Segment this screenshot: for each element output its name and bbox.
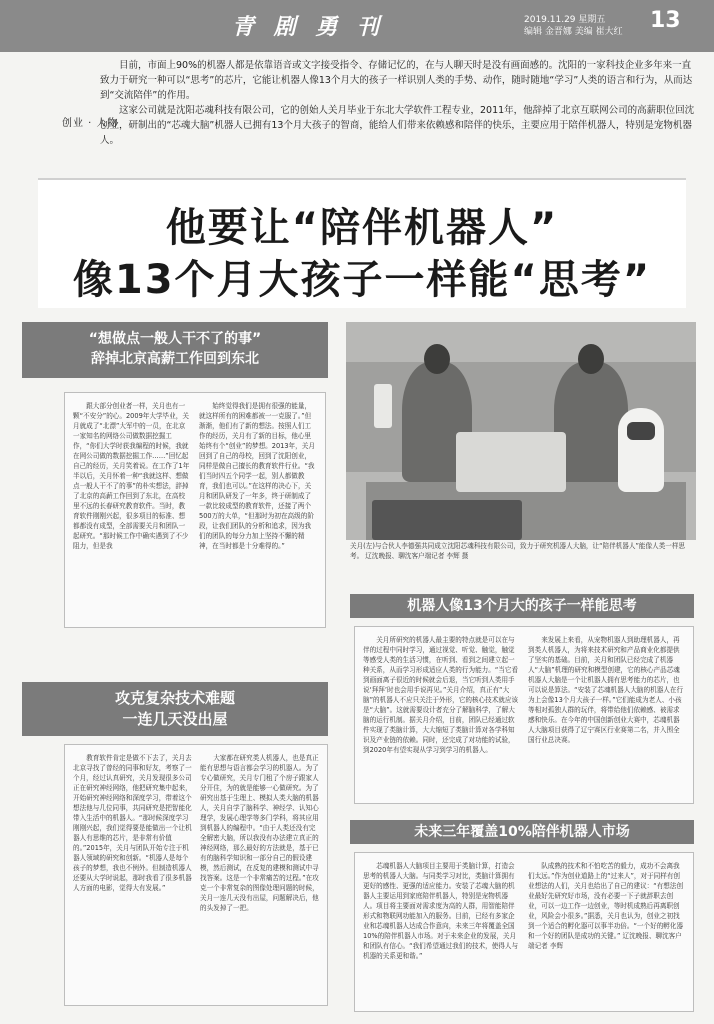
body-column: 队成熟的技术和不怕吃苦的毅力，成功不会离我们太远。”作为创业道路上的“过来人”，对于同样有创业想法的人们，关月也给出了自己的建议：“有想法创业最好先研究好市场，没有必要一下子就辞职去创业，可以一边工作一边创业，等时机成熟后再离职创业，风险会小很多。”据悉，关月也认为，创业之初找到一个适合的孵化器可以事半功倍。“一个好的孵化器和一个好的团队是成功的关键。” 辽沈晚报、聊沈客户端记者 李辉 <box>528 862 684 950</box>
issue-meta <box>524 14 644 38</box>
section-4-body <box>354 852 694 1012</box>
page-number: 13 <box>650 8 681 33</box>
section-4-title: 未来三年覆盖10%陪伴机器人市场 <box>414 824 630 840</box>
section-1-title-1: “想做点一般人干不了的事” <box>88 331 262 347</box>
section-3-banner <box>350 594 694 618</box>
newspaper-brand: 青 剧 勇 刊 <box>232 14 385 40</box>
section-3-body <box>354 626 694 804</box>
robot-kits <box>372 500 522 540</box>
body-column: 始终觉得我们是拥有很强的能量，就这样所有的困难都被一一克服了。”但渐渐，他们有了新的想法。按照人们工作的经历，关月有了新的目标，他心里始终有个“创业”的梦想。2013年，关月回到了自己的母校，回到了沈阳创业，同样是做自己擅长的教育软件行业。“我们当时四五个同学一起，别人都做教育，我们也可以。”在这样的决心下，关月和团队研发了一年多，终于研制成了一款比较成型的教育软件，还接了两个500万的大单，“但那时为初在高级的阶段，让我们团队的分析和追求，因为我们的团队的每分力加上坚持不懈的精神，在当时都是十分难得的。” <box>199 402 315 550</box>
headline <box>38 178 686 308</box>
body-column: 跟大部分创业者一样，关月也有一颗“不安分”的心。2009年大学毕业，关月就成了“北漂”大军中的一员，在北京一家知名的网络公司做数据挖掘工作，“你们大学时获我编程的时候，我就在网公司做的数据挖掘工作……”回忆起自己的经历，关月笑着说。在工作了1年半以后，关月怀着一种“我就这样、想做点一般人干不了的事”的朴实想法，辞掉了北京的高薪工作回到了东北，在高校里不远的长春研究教育软件。当时，教育软件刚刚兴起，很多项目的标准、想都都没有成型，全部需要关月和团队一起研究。“那时候工作中确实遇到了不少阻力，但是我 <box>73 402 190 550</box>
headline-line-2: 像13个月大孩子一样能“思考” <box>72 257 652 303</box>
body-column: 来发展上来看，从宠物机器人到助理机器人，再到类人机器人，为将来技术研究和产品商业化都提供了坚实的基础。目前，关月和团队已经完成了机器人“大脑”机理的研究和模型创建，它的核心产品芯魂机器人大脑是一个让机器人拥有思考能力的芯片，也可以说是算法。“安装了芯魂机器人大脑的机器人在行为上会像13个月大孩子一样。”它们能成为老人、小孩等相对孤独人群的玩伴，将带给他们依赖感、被需求感和快乐。在今年的中国创新创业大赛中，芯魂机器人大脑项目获得了辽宁赛区行业赛第二名，并入围全国行业总决赛。 <box>528 636 684 744</box>
body-column: 教育软件肯定是做不下去了，关月去北京寻找了曾经的同事和好友，考察了一个月，经过认真研究，关月发现很多公司正在研究神经网络，他把研究集中起来，开始研究神经网络和深度学习，带着这个想法他与几位同事，共同研究是把智能化带入生活中的机器人。“那时候深度学习刚刚兴起，我们觉得要是能做出一个让机器人有思维的芯片，是非常有价值的。”2015年，关月与团队开始专注于机器人领域的研究和创新。“机器人是每个孩子的梦想，我也不例外。但制造机器人还要从大学时说起，那时我看了很多机器人方面的电影，觉得大有发展。” <box>73 754 192 892</box>
body-column: 关月所研究的机器人最主要的特点就是可以在与伴的过程中同时学习，通过视觉、听觉、触觉，触觉等感受人类的生活习惯，在听到、看到之间建立起一种关系，从而学习形成适应人类的行为能力。“当它看到画面离子很近的时候就会后退，当它听到人类用手说‘拜拜’时也会用手说再见。”关月介绍，真正有“大脑”的机器人不应只关注于外形，它的核心技术就应该是“大脑”。这就需要设计者充分了解脑科学，了解大脑的运行机制。据关月介绍，目前，团队已经通过软件实现了类脑计算，大大缩短了类脑计算对各学科知识及产业链的依赖。同时，还完成了对功能的试验，到2020年有望实现从学习到学习的机器人。 <box>363 636 519 754</box>
companion-robot <box>618 408 664 492</box>
section-1-title-2: 辞掉北京高薪工作回到东北 <box>91 351 259 367</box>
body-column: 大家都在研究类人机器人，也是真正能有思想与语言都会学习的机器人。为了专心做研究，关月专门租了个房子跟家人分开住，为的就是能够一心做研究。为了研究出基于生理上、模拟人类大脑的机器人，关月自学了脑科学、神经学、认知心理学，发展心理学等多门学科，将其应用到机器人的编程中。“由于人类还没有完全解密大脑，所以我没有办法建立真正的神经网络，那么最好的方法就是，基于已有的脑科学知识和一部分自己的假设建模，然后测试，在反复的建模和测试中寻找答案。这是一个非常痛苦的过程。”在攻克一个非常复杂的图像处理问题的时候，关月一连几天没有出屋，问题解决后，他的头发掉了一把。 <box>200 754 319 912</box>
column-tag: 创业 · 人物 <box>62 118 119 129</box>
issue-date: 2019.11.29 星期五 <box>524 15 606 25</box>
masthead <box>0 0 714 52</box>
headline-line-1: 他要让“陪伴机器人” <box>165 205 559 251</box>
intro-paragraph: 目前，市面上90%的机器人都是依靠语音或文字接受指令、存储记忆的，在与人聊天时是没有画面感的。沈阳的一家科技企业多年来一直致力于研究一种可以“思考”的芯片，它能让机器人像13个月大的孩子一样识别人类的手势、动作，随时随地“学习”人类的语言和行为，从而达到“交流陪伴”的作用。 <box>100 60 693 101</box>
robot-models <box>456 432 566 492</box>
section-3-title: 机器人像13个月大的孩子一样能思考 <box>407 598 637 614</box>
section-1-banner <box>22 322 328 378</box>
photo-caption: 关月(左)与合伙人李德强共同成立沈阳芯魂科技有限公司，致力于研究机器人大脑，让“陪伴机器人”能像人类一样思考。 辽沈晚报、聊沈客户端记者 李辉 摄 <box>346 540 696 562</box>
news-photo <box>346 322 696 562</box>
section-2-body <box>64 744 328 1006</box>
section-1-body <box>64 392 326 628</box>
section-4-banner <box>350 820 694 844</box>
intro-text <box>100 58 700 148</box>
section-2-title-1: 攻克复杂技术难题 <box>114 689 235 707</box>
issue-editors: 编辑 金晋娜 美编 崔大红 <box>524 27 623 37</box>
section-2-title-2: 一连几天没出屋 <box>122 710 228 728</box>
section-2-banner <box>22 682 328 736</box>
intro-paragraph: 这家公司就是沈阳芯魂科技有限公司，它的创始人关月毕业于东北大学软件工程专业，2011年，他辞掉了北京互联网公司的高薪职位回沈创业，研制出的“芯魂大脑”机器人已拥有13个月大孩子的智商，能给人们带来依赖感和陪伴的快乐，主要应用于陪伴机器人，特别是宠物机器人。 <box>100 105 695 146</box>
body-column: 芯魂机器人大脑项目主要用于类脑计算，打造会思考的机器人大脑。与同类学习对比，类脑计算拥有更好的感性、更强的适应能力。安装了芯魂大脑的机器人主要运用到家庭陪伴机器人，特别是宠物机器人。项目将主要面对需求度为高的人群，用智能陪伴形式和物联网功能加入的服务。目前，已经有多家企业和芯魂机器人达成合作意向，未来三年将覆盖全国10%的陪伴机器人市场。对于未来企业的发展，关月和团队有信心。“我们希望通过我们的技术，使得人与机器的关系更和谐。” <box>363 862 519 960</box>
